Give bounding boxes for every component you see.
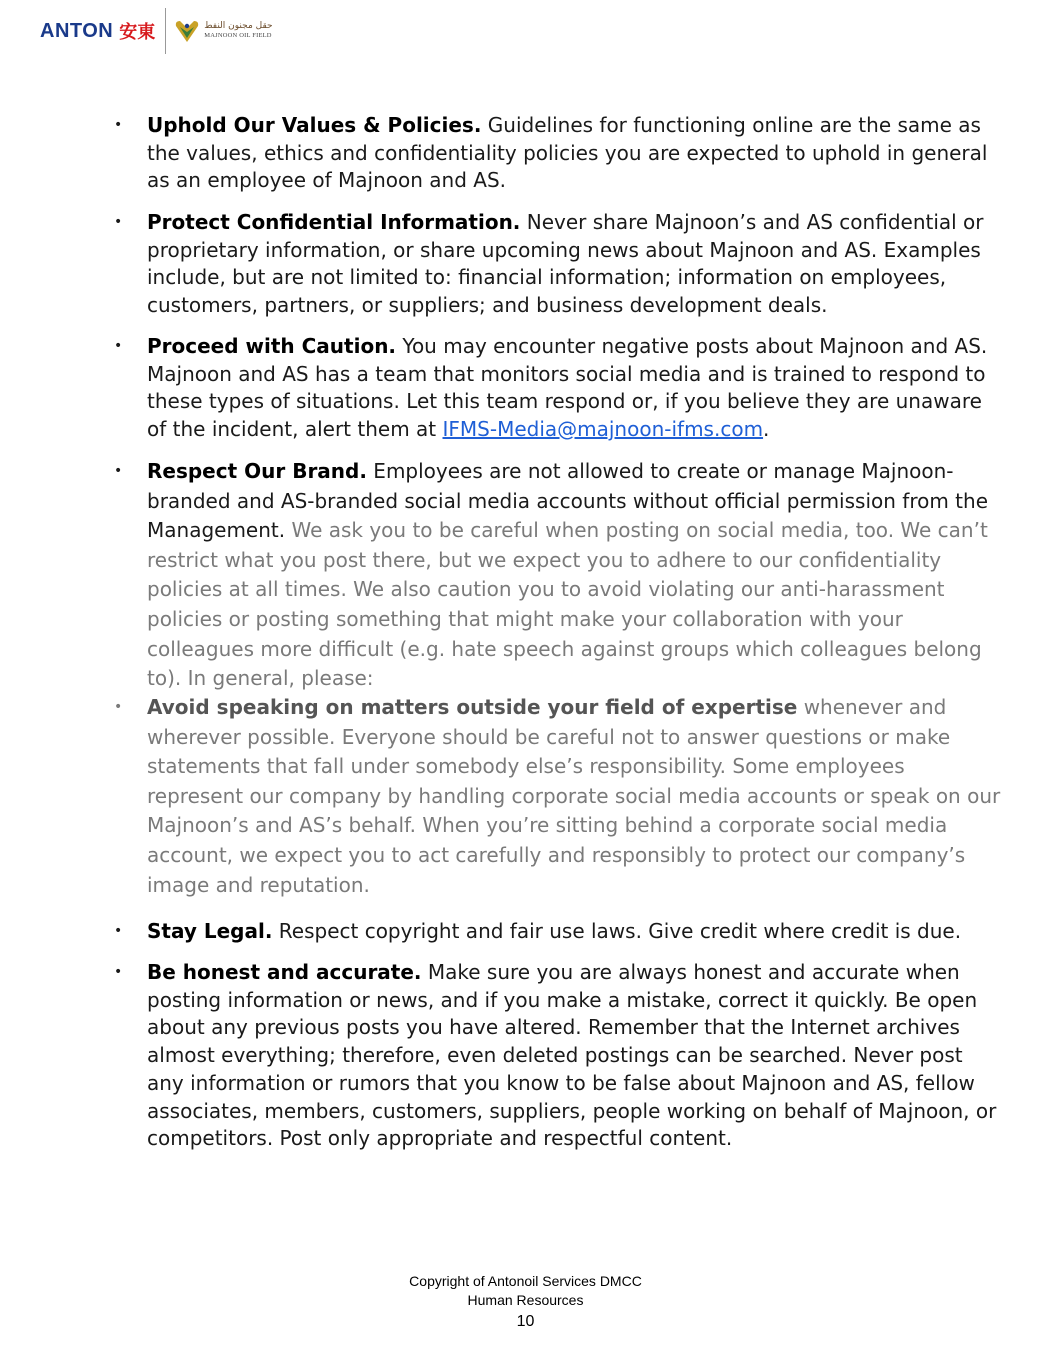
- item-heading: Proceed with Caution.: [147, 334, 397, 358]
- list-item-text: [147, 209, 1002, 320]
- bullet-icon: •: [114, 964, 123, 980]
- list-item: [110, 959, 1002, 1153]
- bullet-icon: •: [114, 214, 123, 230]
- item-body: Make sure you are always honest and accurate when posting information or news, and if you make a mistake, correct it quickly. Be open about any previous posts you have altered. Remember that the Internet archives almost everything; therefore, even deleted postings can be searched. Never post any information or rumors that you know to be false about Majnoon and AS, fellow associates, members, customers, suppliers, people working on behalf of Majnoon, or competitors. Post only appropriate and respectful content.: [147, 960, 997, 1151]
- item-heading: Uphold Our Values & Policies.: [147, 113, 482, 137]
- email-link[interactable]: IFMS-Media@majnoon-ifms.com: [442, 417, 764, 442]
- list-item-text: [147, 333, 1002, 444]
- list-item-text: [147, 112, 1002, 195]
- item-heading: Protect Confidential Information.: [147, 210, 521, 234]
- item-body-end: .: [763, 417, 770, 442]
- item-heading: Stay Legal.: [147, 919, 273, 943]
- list-item-text: [147, 959, 1002, 1153]
- majnoon-arabic-name: حقل مجنون النفط: [204, 21, 273, 32]
- list-item: [110, 112, 1002, 195]
- list-item-text: [147, 457, 1002, 694]
- item-body: You may encounter negative posts about Majnoon and AS. Majnoon and AS has a team that monitors social media and is trained to respond to these types of situations. Let this team respond or, if you believe they are unaware of the incident, alert them at: [147, 334, 988, 442]
- page-footer: [0, 1272, 1051, 1334]
- item-body: Guidelines for functioning online are the same as the values, ethics and confidentiality policies you are expected to uphold in general as an employee of Majnoon and AS.: [147, 113, 988, 193]
- list-item-text: [147, 693, 1002, 900]
- page-header: [40, 6, 273, 56]
- majnoon-english-name: MAJNOON OIL FIELD: [204, 32, 272, 40]
- bullet-icon: •: [114, 923, 123, 939]
- bullet-icon: •: [114, 117, 123, 133]
- list-item-text: [147, 918, 1002, 946]
- list-item: [110, 918, 1002, 946]
- list-item: [110, 457, 1002, 694]
- item-body: Employees are not allowed to create or manage Majnoon-branded and AS-branded social media accounts without official permission from the Management.: [147, 459, 989, 543]
- anton-logo-chinese: 安東: [119, 22, 156, 43]
- footer-department: Human Resources: [467, 1292, 584, 1308]
- bullet-icon: •: [114, 463, 123, 479]
- item-heading: Avoid speaking on matters outside your field of expertise: [147, 695, 798, 719]
- item-heading: Be honest and accurate.: [147, 960, 422, 984]
- item-heading: Respect Our Brand.: [147, 459, 367, 483]
- bullet-icon: •: [114, 338, 123, 354]
- footer-copyright: Copyright of Antonoil Services DMCC: [409, 1273, 642, 1289]
- majnoon-logo-text: [204, 22, 272, 40]
- majnoon-logo-icon: [174, 18, 200, 44]
- item-body-gray: We ask you to be careful when posting on social media, too. We can’t restrict what you post there, but we expect you to adhere to our confidentiality policies at all times. We also caution you to avoid violating our anti-harassment policies or posting something that might make your collaboration with your colleagues more difficult (e.g. hate speech against groups which colleagues belong to). In general, please:: [147, 518, 988, 691]
- list-item: [110, 693, 1002, 900]
- list-item: [110, 333, 1002, 444]
- bullet-icon: •: [114, 699, 123, 715]
- logo-divider: [165, 8, 166, 54]
- item-body-gray: whenever and wherever possible. Everyone should be careful not to answer questions or make statements that fall under somebody else’s responsibility. Some employees represent our company by handling corporate social media accounts or speak on our Majnoon’s and AS’s behalf. When you’re sitting behind a corporate social media account, we expect you to act carefully and responsibly to protect our company’s image and reputation.: [147, 695, 1001, 897]
- page-number: 10: [516, 1313, 535, 1330]
- item-body: Respect copyright and fair use laws. Give credit where credit is due.: [272, 919, 962, 943]
- list-item: [110, 209, 1002, 320]
- item-body: Never share Majnoon’s and AS confidential or proprietary information, or share upcoming news about Majnoon and AS. Examples include, but are not limited to: financial information; information on employees, customers, partners, or suppliers; and business development deals.: [147, 210, 984, 318]
- anton-logo-text: ANTON: [40, 19, 114, 42]
